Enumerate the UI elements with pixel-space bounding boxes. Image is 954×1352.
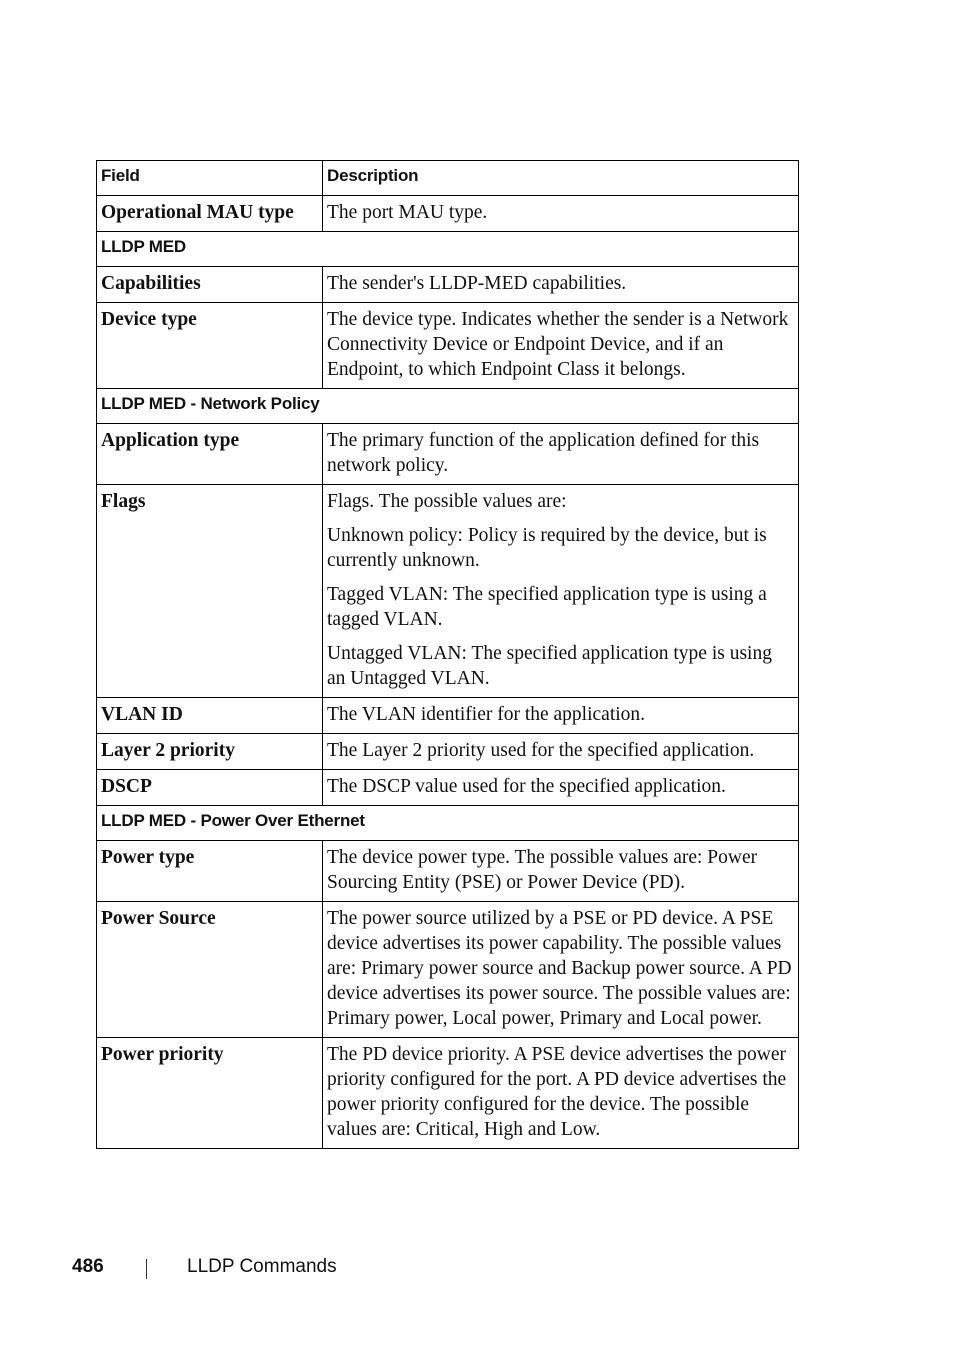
section-row xyxy=(97,232,799,267)
field-description xyxy=(323,267,799,303)
field-name: Device type xyxy=(97,303,323,389)
section-label: LLDP MED - Power Over Ethernet xyxy=(97,806,799,841)
section-label: LLDP MED - Network Policy xyxy=(97,389,799,424)
field-description xyxy=(323,1038,799,1149)
description-paragraph: The power source utilized by a PSE or PD device. A PSE device advertises its power capability. The possible values are: Primary power source and Backup power source. A PD device advertises its power source. The possible values are: Primary power, Local power, Primary and Local power. xyxy=(327,908,792,1029)
table-row xyxy=(97,303,799,389)
field-description xyxy=(323,734,799,770)
field-description xyxy=(323,485,799,698)
description-paragraph: Flags. The possible values are: xyxy=(327,491,567,512)
field-description xyxy=(323,902,799,1038)
table-row xyxy=(97,1038,799,1149)
field-name: Flags xyxy=(97,485,323,698)
description-paragraph: Untagged VLAN: The specified application type is using an Untagged VLAN. xyxy=(327,643,772,689)
field-description xyxy=(323,698,799,734)
footer-separator xyxy=(146,1259,147,1279)
table-row xyxy=(97,485,799,698)
description-paragraph: The device type. Indicates whether the sender is a Network Connectivity Device or Endpoint Device, and if an Endpoint, to which Endpoint Class it belongs. xyxy=(327,309,789,380)
description-paragraph: The VLAN identifier for the application. xyxy=(327,704,646,725)
table-row xyxy=(97,902,799,1038)
table-row xyxy=(97,698,799,734)
table-header-row xyxy=(97,161,799,196)
description-paragraph: The PD device priority. A PSE device advertises the power priority configured for the port. A PD device advertises the power priority configured for the device. The possible values are: Critical, High and Low. xyxy=(327,1044,787,1140)
table-row xyxy=(97,196,799,232)
section-row xyxy=(97,389,799,424)
table-row xyxy=(97,267,799,303)
description-paragraph: The device power type. The possible values are: Power Sourcing Entity (PSE) or Power Device (PD). xyxy=(327,847,758,893)
description-paragraph: Unknown policy: Policy is required by the device, but is currently unknown. xyxy=(327,525,767,571)
header-field: Field xyxy=(97,161,323,196)
description-paragraph: The port MAU type. xyxy=(327,202,488,223)
table-row xyxy=(97,770,799,806)
field-name: Power type xyxy=(97,841,323,902)
field-name: Operational MAU type xyxy=(97,196,323,232)
description-paragraph: The Layer 2 priority used for the specified application. xyxy=(327,740,755,761)
chapter-title: LLDP Commands xyxy=(187,1256,337,1277)
page-footer xyxy=(0,1256,954,1282)
field-name: Power Source xyxy=(97,902,323,1038)
field-description xyxy=(323,770,799,806)
section-label: LLDP MED xyxy=(97,232,799,267)
table-row xyxy=(97,424,799,485)
header-description: Description xyxy=(323,161,799,196)
section-row xyxy=(97,806,799,841)
description-paragraph: Tagged VLAN: The specified application type is using a tagged VLAN. xyxy=(327,584,767,630)
table-row xyxy=(97,841,799,902)
field-description xyxy=(323,303,799,389)
description-paragraph: The DSCP value used for the specified application. xyxy=(327,776,726,797)
table-row xyxy=(97,734,799,770)
field-name: VLAN ID xyxy=(97,698,323,734)
description-paragraph: The sender's LLDP-MED capabilities. xyxy=(327,273,627,294)
field-description xyxy=(323,196,799,232)
page-number: 486 xyxy=(72,1256,104,1277)
field-name: DSCP xyxy=(97,770,323,806)
field-name: Capabilities xyxy=(97,267,323,303)
field-name: Layer 2 priority xyxy=(97,734,323,770)
field-name: Power priority xyxy=(97,1038,323,1149)
field-name: Application type xyxy=(97,424,323,485)
field-description xyxy=(323,841,799,902)
field-description xyxy=(323,424,799,485)
description-paragraph: The primary function of the application defined for this network policy. xyxy=(327,430,760,476)
field-description-table xyxy=(96,160,799,1149)
